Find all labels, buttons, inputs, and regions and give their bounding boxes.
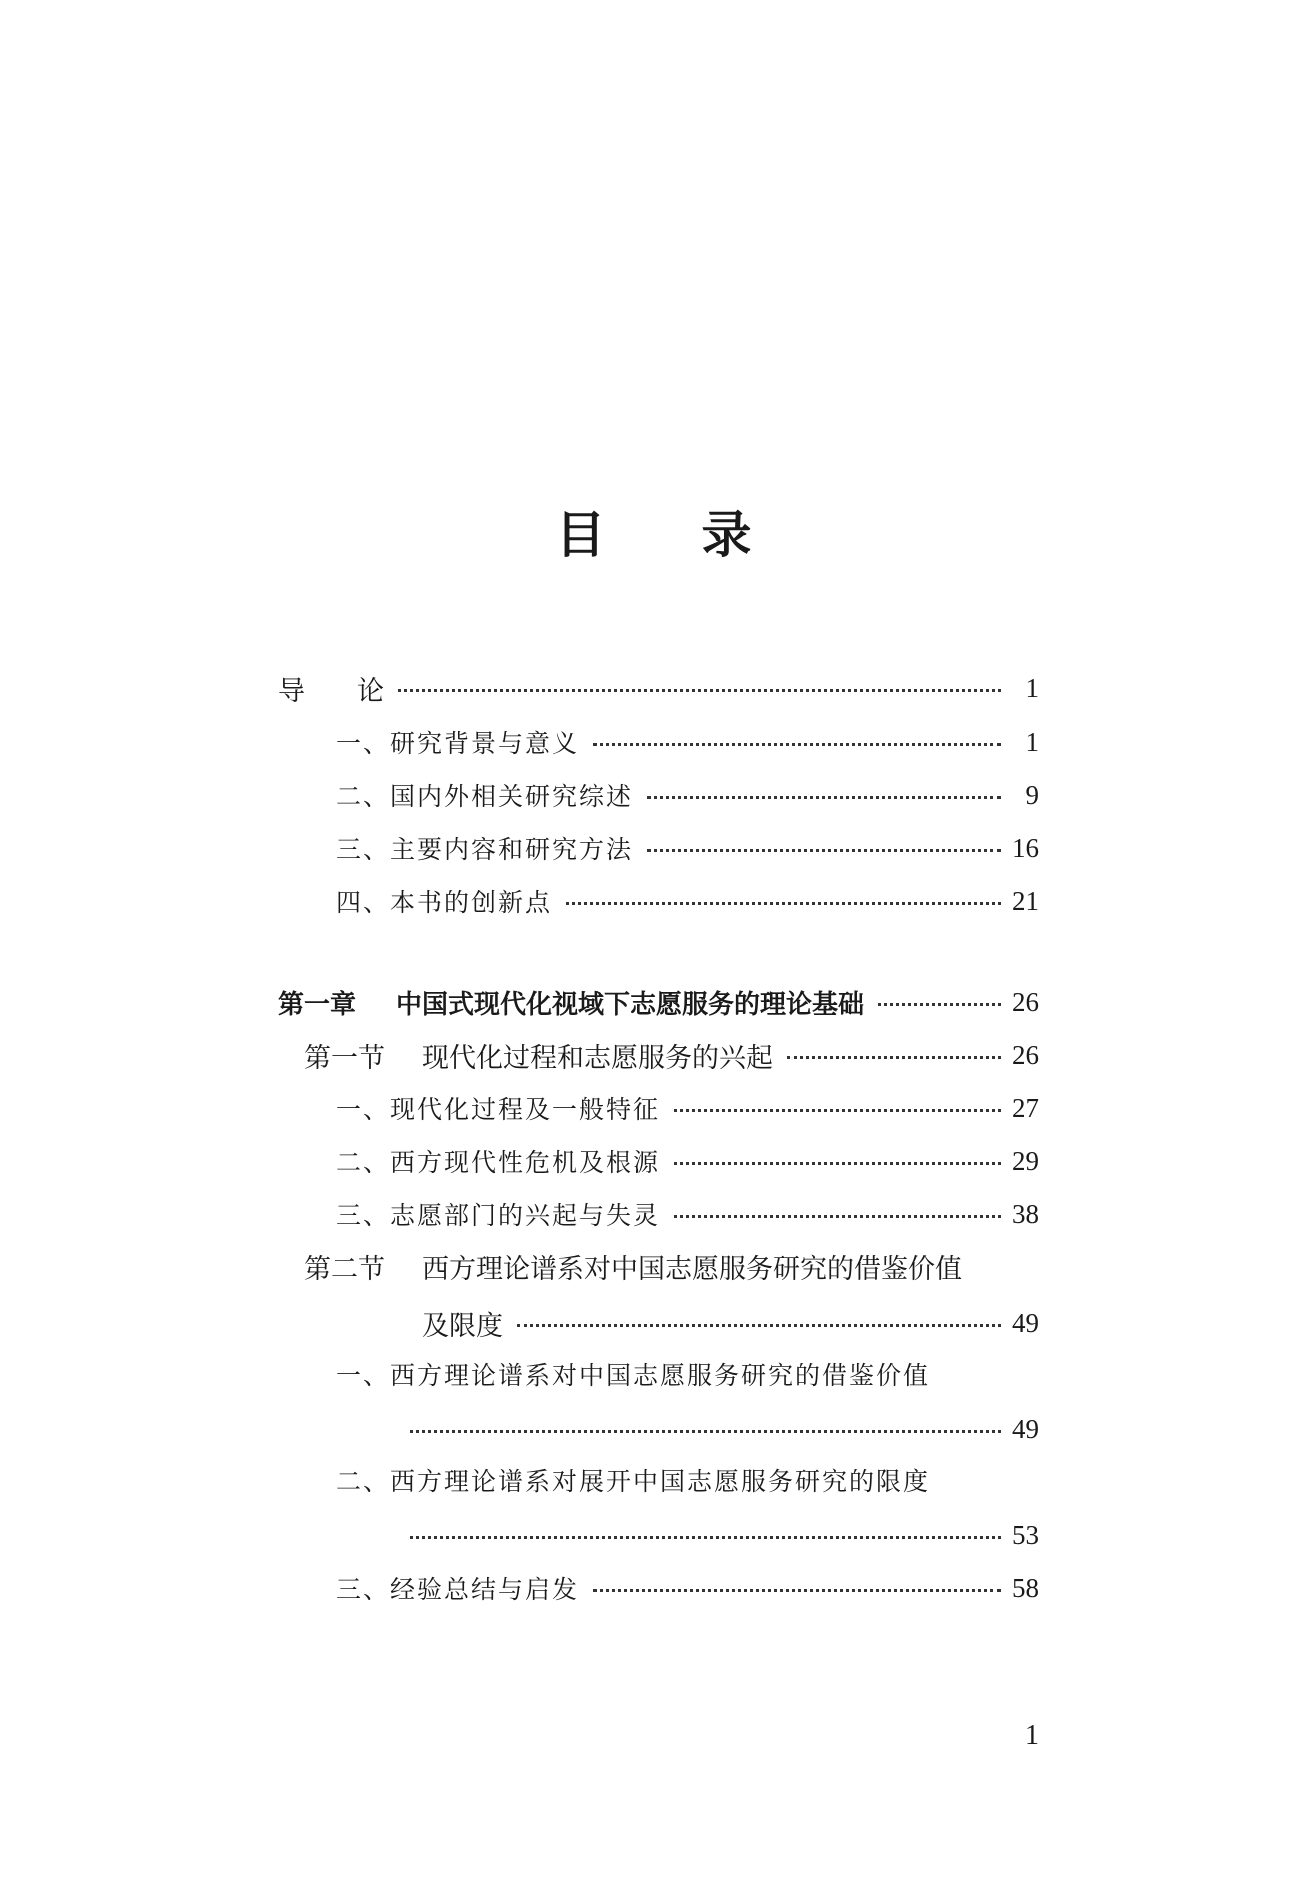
toc-entry-label: 二、国内外相关研究综述 (336, 782, 634, 811)
toc-entry-label: 一、研究背景与意义 (336, 729, 580, 758)
dot-leader (674, 1215, 1001, 1218)
toc-entry-label: 三、志愿部门的兴起与失灵 (336, 1201, 661, 1230)
toc-page-number: 26 (1012, 986, 1039, 1017)
dot-leader (398, 689, 1001, 692)
dot-leader (566, 902, 1001, 905)
toc-entry-section-2-item-2[interactable] (410, 1515, 1039, 1555)
toc-entry-label: 及限度 (422, 1310, 503, 1342)
toc-entry-section-1-item-2[interactable] (336, 1141, 1039, 1181)
toc-entry-section-1[interactable] (304, 1035, 1039, 1075)
toc-entry-section-2[interactable] (422, 1303, 1039, 1343)
toc-entry-section-2-item-3[interactable] (336, 1568, 1039, 1608)
dot-leader (647, 849, 1001, 852)
section-title: 西方理论谱系对中国志愿服务研究的借鉴价值 (422, 1254, 962, 1285)
toc-entry-label: 二、西方现代性危机及根源 (336, 1148, 661, 1177)
toc-page-number: 49 (1012, 1413, 1039, 1444)
toc-entry-label: 一、现代化过程及一般特征 (336, 1095, 661, 1124)
dot-leader (878, 1003, 1001, 1006)
toc-entry-section-2-item-2-line-1[interactable]: 二、西方理论谱系对展开中国志愿服务研究的限度 (336, 1467, 931, 1496)
toc-page-number: 9 (1025, 779, 1039, 810)
dot-leader (647, 796, 1001, 799)
dot-leader (674, 1162, 1001, 1165)
toc-entry-intro-2[interactable] (336, 775, 1039, 815)
toc-page-number: 27 (1012, 1092, 1039, 1123)
toc-entry-chapter-1[interactable] (278, 982, 1039, 1022)
toc-entry-intro[interactable] (278, 668, 1039, 708)
toc-entry-intro-4[interactable] (336, 881, 1039, 921)
toc-entry-section-1-item-3[interactable] (336, 1194, 1039, 1234)
toc-entry-label: 三、主要内容和研究方法 (336, 835, 634, 864)
dot-leader (674, 1109, 1001, 1112)
toc-entry-label: 第一节 现代化过程和志愿服务的兴起 (304, 1042, 773, 1074)
toc-page-number: 38 (1012, 1198, 1039, 1229)
page-folio: 1 (1025, 1720, 1039, 1751)
toc-entry-label: 第一章 中国式现代化视域下志愿服务的理论基础 (278, 989, 865, 1020)
toc-page-number: 1 (1025, 726, 1039, 757)
toc-entry-intro-3[interactable] (336, 828, 1039, 868)
toc-page-number: 1 (1025, 672, 1039, 703)
dot-leader (593, 743, 1001, 746)
toc-entry-section-2-line-1[interactable] (304, 1250, 962, 1290)
toc-page-number: 53 (1012, 1519, 1039, 1550)
dot-leader (593, 1589, 1001, 1592)
toc-entry-label: 导 论 (278, 675, 384, 707)
toc-title-char-2: 录 (701, 505, 752, 564)
toc-entry-section-2-item-1-line-1[interactable]: 一、西方理论谱系对中国志愿服务研究的借鉴价值 (336, 1361, 931, 1390)
dot-leader (517, 1324, 1001, 1327)
dot-leader (410, 1430, 1001, 1433)
toc-page-number: 58 (1012, 1572, 1039, 1603)
toc-entry-section-1-item-1[interactable] (336, 1088, 1039, 1128)
toc-page-number: 26 (1012, 1039, 1039, 1070)
dot-leader (787, 1056, 1001, 1059)
toc-page-number: 49 (1012, 1307, 1039, 1338)
toc-page-number: 16 (1012, 832, 1039, 863)
toc-title-char-1: 目 (555, 505, 606, 564)
toc-page-number: 21 (1012, 885, 1039, 916)
toc-page-number: 29 (1012, 1145, 1039, 1176)
toc-entry-label: 三、经验总结与启发 (336, 1575, 580, 1604)
section-number: 第二节 (304, 1254, 385, 1285)
toc-entry-label: 四、本书的创新点 (336, 888, 553, 917)
toc-entry-intro-1[interactable] (336, 722, 1039, 762)
dot-leader (410, 1536, 1001, 1539)
toc-entry-section-2-item-1[interactable] (410, 1409, 1039, 1449)
